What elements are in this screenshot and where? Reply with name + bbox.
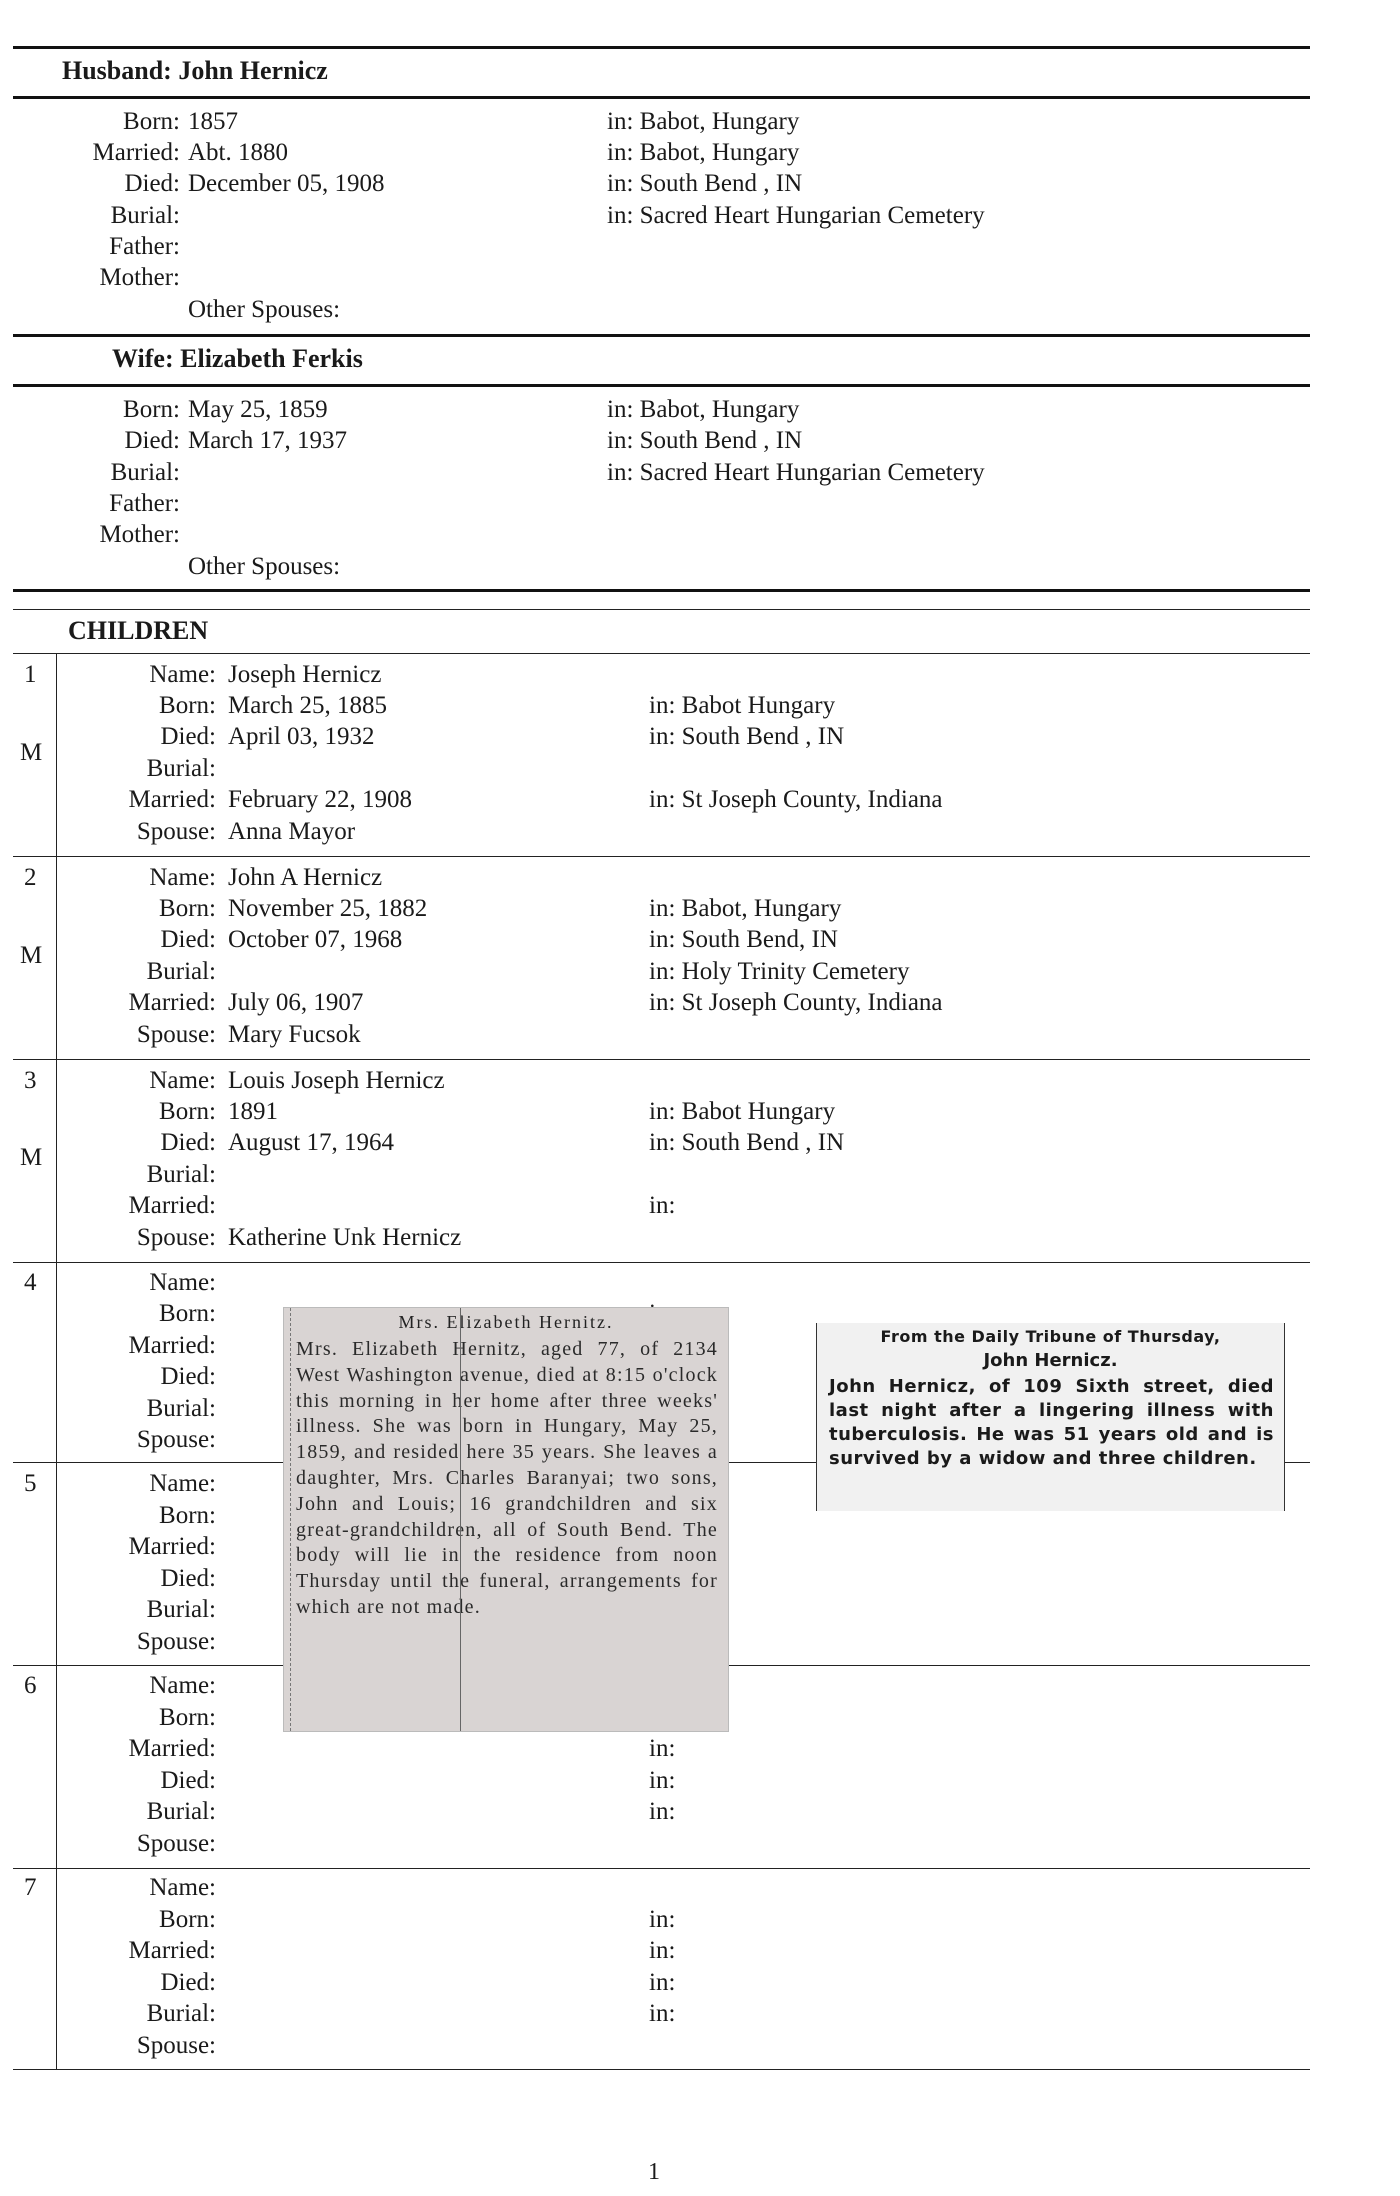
child-married-label: Married: xyxy=(128,786,216,813)
wife-other-spouses-label: Other Spouses: xyxy=(188,553,341,580)
child-burial-label: Burial: xyxy=(146,1596,216,1623)
wife-burial-label: Burial: xyxy=(110,459,180,486)
child-burial-place: in: xyxy=(649,2000,676,2027)
clipping-edge-line xyxy=(290,1308,291,1731)
page-number: 1 xyxy=(648,2159,660,2185)
child-spouse: Anna Mayor xyxy=(228,818,356,845)
place: South Bend , IN xyxy=(681,723,845,750)
child-born-label: Born: xyxy=(159,1502,216,1529)
in-label: in: xyxy=(607,108,634,135)
husband-mother-label: Mother: xyxy=(99,264,180,291)
child-married-label: Married: xyxy=(128,1937,216,1964)
in-label: in: xyxy=(649,1129,676,1156)
child-died: August 17, 1964 xyxy=(228,1129,394,1156)
child-number: 2 xyxy=(24,864,37,891)
child-number: 5 xyxy=(24,1470,37,1497)
child-married-place: in: xyxy=(649,1937,676,1964)
child-spouse: Katherine Unk Hernicz xyxy=(228,1224,462,1251)
child-died-label: Died: xyxy=(160,1565,216,1592)
child-spouse-label: Spouse: xyxy=(136,2032,216,2059)
children-rule-b xyxy=(13,609,1310,610)
child-born: 1891 xyxy=(228,1098,278,1125)
child-spouse-label: Spouse: xyxy=(136,1628,216,1655)
newspaper-clipping-john xyxy=(816,1323,1285,1511)
child-sex: M xyxy=(20,1144,43,1171)
child-burial-label: Burial: xyxy=(146,1161,216,1188)
child-name-label: Name: xyxy=(149,864,216,891)
husband-born-place xyxy=(607,108,799,136)
wife-header xyxy=(112,344,363,374)
husband-died: December 05, 1908 xyxy=(188,170,385,197)
in-label: in: xyxy=(649,786,676,813)
child-name: Joseph Hernicz xyxy=(228,661,382,688)
child-burial-label: Burial: xyxy=(146,1798,216,1825)
clipping-title: John Hernicz. xyxy=(983,1350,1118,1371)
place: Sacred Heart Hungarian Cemetery xyxy=(639,459,985,486)
in-label: in: xyxy=(649,958,676,985)
child-died-place xyxy=(649,926,838,954)
child-died-label: Died: xyxy=(160,1767,216,1794)
place: St Joseph County, Indiana xyxy=(681,786,943,813)
in-label: in: xyxy=(607,139,634,166)
wife-label: Wife: xyxy=(112,344,174,373)
child-spouse-label: Spouse: xyxy=(136,818,216,845)
husband-other-spouses-label: Other Spouses: xyxy=(188,296,341,323)
husband-burial-label: Burial: xyxy=(110,202,180,229)
husband-rule xyxy=(13,96,1310,99)
child-died-place: in: xyxy=(649,1767,676,1794)
husband-born-label: Born: xyxy=(123,108,180,135)
in-label: in: xyxy=(607,459,634,486)
child-married-label: Married: xyxy=(128,1735,216,1762)
child-burial-place: in: xyxy=(649,1798,676,1825)
child-name: Louis Joseph Hernicz xyxy=(228,1067,445,1094)
child-married: February 22, 1908 xyxy=(228,786,412,813)
child-spouse-label: Spouse: xyxy=(136,1021,216,1048)
child-number: 6 xyxy=(24,1672,37,1699)
child-name-label: Name: xyxy=(149,1672,216,1699)
child-number: 3 xyxy=(24,1067,37,1094)
child-born-place: in: xyxy=(649,1906,676,1933)
wife-born-place xyxy=(607,396,799,424)
in-label: in: xyxy=(607,396,634,423)
child-divider xyxy=(13,1868,1310,1869)
child-burial-place xyxy=(649,958,909,986)
child-married-place xyxy=(649,989,943,1017)
child-spouse-label: Spouse: xyxy=(136,1224,216,1251)
wife-died: March 17, 1937 xyxy=(188,427,347,454)
child-spouse-label: Spouse: xyxy=(136,1426,216,1453)
child-died-label: Died: xyxy=(160,723,216,750)
child-married-label: Married: xyxy=(128,1533,216,1560)
child-died-place: in: xyxy=(649,1969,676,1996)
child-died: April 03, 1932 xyxy=(228,723,375,750)
clipping-title: Mrs. Elizabeth Hernitz. xyxy=(398,1312,614,1332)
place: Babot, Hungary xyxy=(639,139,800,166)
child-burial-label: Burial: xyxy=(146,958,216,985)
husband-died-place xyxy=(607,170,802,198)
child-divider xyxy=(13,856,1310,857)
husband-father-label: Father: xyxy=(109,233,180,260)
child-number: 4 xyxy=(24,1269,37,1296)
place: Babot, Hungary xyxy=(639,108,800,135)
child-name: John A Hernicz xyxy=(228,864,383,891)
child-born-label: Born: xyxy=(159,895,216,922)
husband-married-label: Married: xyxy=(92,139,180,166)
child-number: 1 xyxy=(24,661,37,688)
husband-died-label: Died: xyxy=(124,170,180,197)
in-label: in: xyxy=(607,427,634,454)
husband-header xyxy=(62,56,328,86)
child-died-place xyxy=(649,1129,844,1157)
children-rule-a xyxy=(13,589,1310,592)
wife-rule xyxy=(13,384,1310,387)
husband-label: Husband: xyxy=(62,56,172,85)
place: Babot, Hungary xyxy=(681,895,842,922)
wife-father-label: Father: xyxy=(109,490,180,517)
in-label: in: xyxy=(649,723,676,750)
top-rule xyxy=(13,46,1310,49)
child-sex: M xyxy=(20,739,43,766)
child-born: March 25, 1885 xyxy=(228,692,387,719)
clipping-fold-line xyxy=(460,1308,461,1731)
place: St Joseph County, Indiana xyxy=(681,989,943,1016)
child-number: 7 xyxy=(24,1874,37,1901)
in-label: in: xyxy=(649,895,676,922)
wife-name: Elizabeth Ferkis xyxy=(180,344,363,373)
child-died-label: Died: xyxy=(160,1363,216,1390)
place: Babot, Hungary xyxy=(639,396,800,423)
child-burial-label: Burial: xyxy=(146,1395,216,1422)
wife-died-label: Died: xyxy=(124,427,180,454)
child-spouse-label: Spouse: xyxy=(136,1830,216,1857)
child-name-label: Name: xyxy=(149,1470,216,1497)
child-sex: M xyxy=(20,942,43,969)
wife-died-place xyxy=(607,427,802,455)
in-label: in: xyxy=(649,926,676,953)
wife-born: May 25, 1859 xyxy=(188,396,328,423)
child-born-label: Born: xyxy=(159,1906,216,1933)
child-born-place xyxy=(649,1098,835,1126)
place: South Bend , IN xyxy=(681,1129,845,1156)
child-married-place xyxy=(649,786,943,814)
husband-married: Abt. 1880 xyxy=(188,139,288,166)
place: Babot Hungary xyxy=(681,692,836,719)
newspaper-clipping-elizabeth xyxy=(283,1307,729,1732)
child-born-label: Born: xyxy=(159,1300,216,1327)
child-married-place: in: xyxy=(649,1735,676,1762)
in-label: in: xyxy=(649,989,676,1016)
child-died-label: Died: xyxy=(160,1969,216,1996)
children-header: CHILDREN xyxy=(68,616,209,645)
place: South Bend , IN xyxy=(639,427,803,454)
child-burial-label: Burial: xyxy=(146,2000,216,2027)
wife-rule-top xyxy=(13,334,1310,337)
husband-burial-place xyxy=(607,202,985,230)
place: Sacred Heart Hungarian Cemetery xyxy=(639,202,985,229)
place: South Bend , IN xyxy=(639,170,803,197)
child-name-label: Name: xyxy=(149,1874,216,1901)
in-label: in: xyxy=(607,170,634,197)
child-divider xyxy=(13,1262,1310,1263)
place: Holy Trinity Cemetery xyxy=(681,958,910,985)
in-label: in: xyxy=(607,202,634,229)
child-married-place: in: xyxy=(649,1192,676,1219)
in-label: in: xyxy=(649,692,676,719)
place: South Bend, IN xyxy=(681,926,838,953)
child-born-label: Born: xyxy=(159,1704,216,1731)
husband-married-place xyxy=(607,139,799,167)
child-died: October 07, 1968 xyxy=(228,926,403,953)
wife-burial-place xyxy=(607,459,985,487)
child-name-label: Name: xyxy=(149,1269,216,1296)
child-married-label: Married: xyxy=(128,989,216,1016)
clipping-text: John Hernicz, of 109 Sixth street, died last night after a lingering illness with tuberculosis. He was 51 years old and is survived by a widow and three children. xyxy=(829,1376,1274,1469)
child-burial-label: Burial: xyxy=(146,755,216,782)
children-rule-c xyxy=(13,653,1310,654)
child-born-place xyxy=(649,692,835,720)
child-spouse: Mary Fucsok xyxy=(228,1021,361,1048)
child-died-label: Died: xyxy=(160,1129,216,1156)
child-married: July 06, 1907 xyxy=(228,989,364,1016)
place: Babot Hungary xyxy=(681,1098,836,1125)
child-born-label: Born: xyxy=(159,1098,216,1125)
child-divider xyxy=(13,1059,1310,1060)
child-born: November 25, 1882 xyxy=(228,895,428,922)
clipping-text: Mrs. Elizabeth Hernitz, aged 77, of 2134 West Washington avenue, died at 8:15 o'clock this morning in her home after three weeks' illness. She was born in Hungary, May 25, 1859, and resided here 35 years. She leaves a daughter, Mrs. Charles Baranyai; two sons, John and Louis; 16 grandchildren and six great-grandchildren, all of South Bend. The body will lie in the residence from noon Thursday until the funeral, arrangements for which are not made. xyxy=(296,1338,718,1618)
child-died-place xyxy=(649,723,844,751)
child-married-label: Married: xyxy=(128,1192,216,1219)
husband-name: John Hernicz xyxy=(178,56,328,85)
clipping-source: From the Daily Tribune of Thursday, xyxy=(880,1327,1221,1346)
child-name-label: Name: xyxy=(149,661,216,688)
in-label: in: xyxy=(649,1098,676,1125)
child-married-label: Married: xyxy=(128,1332,216,1359)
child-born-label: Born: xyxy=(159,692,216,719)
wife-mother-label: Mother: xyxy=(99,521,180,548)
husband-born: 1857 xyxy=(188,108,238,135)
child-died-label: Died: xyxy=(160,926,216,953)
child-name-label: Name: xyxy=(149,1067,216,1094)
bottom-rule xyxy=(13,2069,1310,2070)
wife-born-label: Born: xyxy=(123,396,180,423)
child-born-place xyxy=(649,895,841,923)
